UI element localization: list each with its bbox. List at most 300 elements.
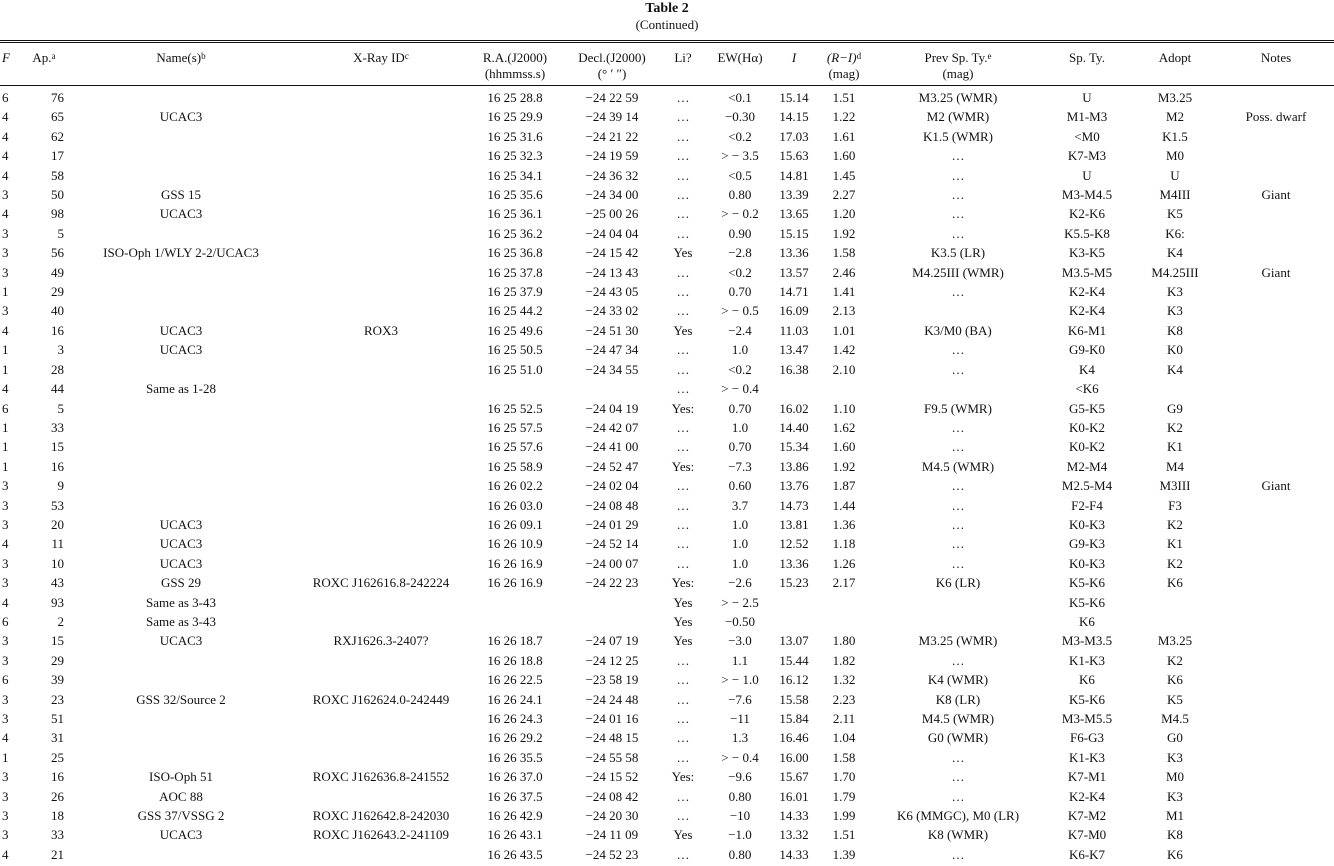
cell-aperture: 23 bbox=[51, 691, 64, 707]
cell-ra bbox=[466, 612, 564, 631]
cell-li: … bbox=[676, 749, 690, 765]
cell-dec: −24 00 07 bbox=[585, 555, 639, 571]
cell-sptype: K7-M2 bbox=[1067, 808, 1107, 824]
cell-field: 4 bbox=[2, 167, 9, 183]
cell-ra: 16 26 43.5 bbox=[487, 846, 543, 862]
table-row bbox=[0, 787, 1334, 806]
cell-xray-id bbox=[296, 515, 466, 534]
cell-dec: −24 39 14 bbox=[585, 109, 639, 125]
cell-r-i: 1.99 bbox=[832, 808, 856, 824]
cell-r-i: 1.36 bbox=[832, 516, 856, 532]
header-aperture: Ap.$^a$ bbox=[22, 42, 66, 67]
cell-aperture: 29 bbox=[51, 284, 64, 300]
cell-ew-halpha: −1.0 bbox=[728, 827, 752, 843]
cell-adopt: M3III bbox=[1159, 478, 1191, 494]
cell-sptype: K0-K3 bbox=[1068, 555, 1106, 571]
cell-r-i: 1.60 bbox=[832, 439, 856, 455]
cell-li: … bbox=[676, 264, 690, 280]
cell-adopt: M4III bbox=[1159, 187, 1191, 203]
cell-li: Yes bbox=[673, 594, 693, 610]
cell-names bbox=[66, 709, 296, 728]
header-notes: Notes bbox=[1218, 42, 1334, 67]
cell-ra: 16 26 16.9 bbox=[487, 575, 543, 591]
cell-field: 1 bbox=[2, 342, 9, 358]
cell-adopt: K4 bbox=[1167, 245, 1183, 261]
table-row bbox=[0, 457, 1334, 476]
cell-prev-sptype: … bbox=[951, 206, 965, 222]
cell-field: 3 bbox=[2, 575, 9, 591]
cell-li: Yes bbox=[673, 245, 693, 261]
cell-i-mag: 13.07 bbox=[779, 633, 809, 649]
cell-xray-id bbox=[296, 146, 466, 165]
cell-ra: 16 26 29.2 bbox=[487, 730, 543, 746]
table-row bbox=[0, 806, 1334, 825]
cell-ew-halpha: > − 3.5 bbox=[721, 148, 759, 164]
cell-ra: 16 25 37.9 bbox=[487, 284, 543, 300]
cell-dec: −24 15 42 bbox=[585, 245, 639, 261]
cell-field: 3 bbox=[2, 808, 9, 824]
cell-xray-id bbox=[296, 593, 466, 612]
cell-notes bbox=[1218, 767, 1334, 786]
cell-prev-sptype: … bbox=[951, 225, 965, 241]
cell-r-i: 1.82 bbox=[832, 652, 856, 668]
cell-li: … bbox=[676, 672, 690, 688]
cell-xray-id: ROXC J162624.0-242449 bbox=[312, 691, 450, 707]
header-sptype: Sp. Ty. bbox=[1042, 42, 1132, 67]
cell-notes bbox=[1218, 457, 1334, 476]
cell-dec: −24 36 32 bbox=[585, 167, 639, 183]
cell-names: ISO-Oph 1/WLY 2-2/UCAC3 bbox=[103, 245, 259, 261]
cell-dec: −24 24 48 bbox=[585, 691, 639, 707]
cell-aperture: 40 bbox=[51, 303, 64, 319]
cell-xray-id bbox=[296, 457, 466, 476]
cell-ew-halpha: 1.1 bbox=[731, 652, 749, 668]
table-row bbox=[0, 146, 1334, 165]
cell-ra: 16 25 36.8 bbox=[487, 245, 543, 261]
cell-aperture: 49 bbox=[51, 264, 64, 280]
cell-adopt: M0 bbox=[1165, 148, 1185, 164]
cell-ew-halpha: <0.5 bbox=[728, 167, 752, 183]
cell-i-mag: 13.81 bbox=[779, 516, 809, 532]
cell-names bbox=[66, 418, 296, 437]
cell-adopt: M4.5 bbox=[1161, 711, 1189, 726]
cell-field: 3 bbox=[2, 711, 9, 726]
cell-dec: −24 34 00 bbox=[585, 187, 639, 203]
cell-i-mag bbox=[774, 379, 814, 398]
cell-prev-sptype: K1.5 (WMR) bbox=[922, 128, 994, 144]
cell-dec: −24 47 34 bbox=[585, 342, 639, 358]
header-units-blank bbox=[66, 66, 296, 86]
cell-prev-sptype: … bbox=[951, 419, 965, 435]
cell-sptype: K4 bbox=[1079, 361, 1095, 377]
cell-sptype: U bbox=[1082, 90, 1092, 105]
header-prev-sptype: Prev Sp. Ty.$^e$ bbox=[874, 42, 1042, 67]
cell-field: 3 bbox=[2, 555, 9, 571]
header-i-mag: I bbox=[774, 42, 814, 67]
cell-xray-id bbox=[296, 185, 466, 204]
cell-aperture: 15 bbox=[51, 633, 64, 649]
cell-sptype: K5.5-K8 bbox=[1064, 225, 1110, 241]
cell-names: GSS 32/Source 2 bbox=[136, 691, 226, 707]
cell-aperture: 17 bbox=[51, 148, 64, 164]
cell-xray-id bbox=[296, 728, 466, 747]
cell-r-i: 1.79 bbox=[832, 788, 856, 804]
cell-prev-sptype: … bbox=[951, 439, 965, 455]
cell-r-i: 2.11 bbox=[832, 711, 856, 726]
cell-i-mag: 16.46 bbox=[779, 730, 809, 746]
cell-xray-id bbox=[296, 399, 466, 418]
cell-i-mag: 15.44 bbox=[779, 652, 809, 668]
cell-adopt: G9 bbox=[1167, 400, 1183, 416]
cell-field: 1 bbox=[2, 458, 9, 474]
cell-adopt: K4 bbox=[1167, 361, 1183, 377]
header-dec-units: (° ′ ″) bbox=[564, 66, 660, 86]
cell-field: 4 bbox=[2, 381, 9, 397]
cell-adopt: K1 bbox=[1167, 536, 1183, 552]
cell-i-mag: 17.03 bbox=[779, 128, 809, 144]
cell-sptype: M3-M5.5 bbox=[1061, 711, 1113, 726]
cell-adopt: K1 bbox=[1167, 439, 1183, 455]
cell-r-i: 1.39 bbox=[832, 846, 856, 862]
cell-ew-halpha: > − 0.5 bbox=[721, 303, 759, 319]
cell-ew-halpha: −0.50 bbox=[724, 613, 756, 629]
cell-ra: 16 25 49.6 bbox=[487, 322, 543, 338]
cell-names: GSS 15 bbox=[160, 187, 202, 203]
cell-names bbox=[66, 670, 296, 689]
cell-aperture: 65 bbox=[51, 109, 64, 125]
cell-notes bbox=[1218, 534, 1334, 553]
table-row bbox=[0, 845, 1334, 864]
cell-ra: 16 26 43.1 bbox=[487, 827, 543, 843]
cell-notes bbox=[1218, 340, 1334, 359]
cell-ew-halpha: > − 0.4 bbox=[721, 749, 759, 765]
table-row bbox=[0, 321, 1334, 340]
cell-names: UCAC3 bbox=[159, 109, 203, 125]
cell-dec: −24 08 42 bbox=[585, 788, 639, 804]
cell-adopt: F3 bbox=[1168, 497, 1182, 513]
cell-notes bbox=[1218, 845, 1334, 864]
header-units-blank bbox=[774, 66, 814, 86]
cell-dec: −24 55 58 bbox=[585, 749, 639, 765]
cell-aperture: 16 bbox=[51, 769, 64, 785]
table-row bbox=[0, 379, 1334, 398]
cell-xray-id bbox=[296, 437, 466, 456]
header-names: $Name(s)^b$ bbox=[66, 42, 296, 67]
header-units-blank bbox=[296, 66, 466, 86]
cell-ew-halpha: −3.0 bbox=[728, 633, 752, 649]
table-row bbox=[0, 224, 1334, 243]
cell-dec: −24 15 52 bbox=[585, 769, 639, 785]
cell-i-mag: 15.34 bbox=[779, 439, 809, 455]
cell-i-mag: 16.01 bbox=[779, 788, 809, 804]
cell-li: Yes: bbox=[671, 400, 695, 416]
cell-ew-halpha: 0.60 bbox=[728, 478, 752, 494]
table-row bbox=[0, 690, 1334, 709]
cell-ew-halpha: 0.80 bbox=[728, 788, 752, 804]
cell-names bbox=[66, 399, 296, 418]
cell-adopt: M4 bbox=[1165, 458, 1185, 474]
cell-adopt bbox=[1132, 379, 1218, 398]
cell-prev-sptype: … bbox=[951, 361, 965, 377]
cell-adopt: M4.25III bbox=[1151, 264, 1199, 280]
cell-r-i: 1.42 bbox=[832, 342, 856, 358]
cell-adopt: K2 bbox=[1167, 555, 1183, 571]
cell-aperture: 44 bbox=[51, 381, 64, 397]
cell-ra: 16 26 24.1 bbox=[487, 691, 543, 707]
table-row bbox=[0, 593, 1334, 612]
header-units-blank bbox=[1042, 66, 1132, 86]
cell-sptype: K7-M0 bbox=[1067, 827, 1107, 843]
header-units-blank bbox=[0, 66, 22, 86]
cell-ra bbox=[466, 593, 564, 612]
cell-ew-halpha: −11 bbox=[730, 711, 750, 726]
cell-prev-sptype: … bbox=[951, 652, 965, 668]
cell-r-i: 1.01 bbox=[832, 322, 856, 338]
cell-dec: −24 19 59 bbox=[585, 148, 639, 164]
cell-sptype: <K6 bbox=[1075, 381, 1099, 397]
cell-aperture: 21 bbox=[51, 846, 64, 862]
cell-ew-halpha: 1.0 bbox=[731, 536, 749, 552]
cell-prev-sptype bbox=[874, 301, 1042, 320]
cell-notes bbox=[1218, 301, 1334, 320]
data-table bbox=[0, 40, 1334, 864]
cell-r-i: 2.46 bbox=[832, 264, 856, 280]
cell-ra: 16 26 37.5 bbox=[487, 788, 543, 804]
cell-sptype: K6-K7 bbox=[1068, 846, 1106, 862]
header-r-i-units: (mag) bbox=[814, 66, 874, 86]
cell-i-mag: 16.38 bbox=[779, 361, 809, 377]
cell-names bbox=[66, 457, 296, 476]
cell-ew-halpha: > − 1.0 bbox=[721, 672, 759, 688]
cell-aperture: 18 bbox=[51, 808, 64, 824]
cell-ew-halpha: <0.2 bbox=[728, 128, 752, 144]
cell-field: 1 bbox=[2, 439, 9, 455]
cell-field: 4 bbox=[2, 109, 9, 125]
cell-ew-halpha: 0.70 bbox=[728, 400, 752, 416]
cell-dec bbox=[564, 612, 660, 631]
cell-i-mag: 13.47 bbox=[779, 342, 809, 358]
cell-ra: 16 25 57.5 bbox=[487, 419, 543, 435]
cell-li: … bbox=[676, 711, 690, 726]
header-field: F bbox=[0, 42, 22, 67]
cell-dec: −24 12 25 bbox=[585, 652, 639, 668]
cell-i-mag: 13.36 bbox=[779, 555, 809, 571]
cell-li: … bbox=[676, 187, 690, 203]
cell-notes: Poss. dwarf bbox=[1245, 109, 1307, 125]
cell-xray-id: ROX3 bbox=[364, 322, 398, 338]
cell-notes bbox=[1218, 748, 1334, 767]
cell-ra: 16 25 28.8 bbox=[487, 90, 543, 105]
cell-prev-sptype: … bbox=[951, 187, 965, 203]
cell-prev-sptype: K6 (MMGC), M0 (LR) bbox=[896, 808, 1020, 824]
cell-dec: −24 51 30 bbox=[585, 322, 639, 338]
cell-names bbox=[66, 224, 296, 243]
cell-prev-sptype bbox=[874, 593, 1042, 612]
cell-r-i: 2.13 bbox=[832, 303, 856, 319]
cell-notes bbox=[1218, 728, 1334, 747]
cell-i-mag: 15.14 bbox=[779, 90, 809, 105]
cell-xray-id bbox=[296, 86, 466, 108]
cell-xray-id bbox=[296, 127, 466, 146]
cell-notes bbox=[1218, 437, 1334, 456]
cell-notes bbox=[1218, 204, 1334, 223]
cell-sptype: M1-M3 bbox=[1066, 109, 1108, 125]
cell-li: Yes bbox=[673, 322, 693, 338]
cell-field: 6 bbox=[2, 400, 9, 416]
cell-dec: −24 52 23 bbox=[585, 846, 639, 862]
cell-ra: 16 26 18.8 bbox=[487, 652, 543, 668]
cell-dec bbox=[564, 593, 660, 612]
cell-prev-sptype: K8 (WMR) bbox=[927, 827, 989, 843]
cell-xray-id bbox=[296, 709, 466, 728]
table-row bbox=[0, 612, 1334, 631]
cell-prev-sptype: … bbox=[951, 284, 965, 300]
cell-ra: 16 26 35.5 bbox=[487, 749, 543, 765]
cell-aperture: 98 bbox=[51, 206, 64, 222]
cell-ew-halpha: 1.0 bbox=[731, 342, 749, 358]
table-row bbox=[0, 399, 1334, 418]
cell-prev-sptype: … bbox=[951, 555, 965, 571]
cell-li: Yes: bbox=[671, 458, 695, 474]
cell-r-i: 1.45 bbox=[832, 167, 856, 183]
cell-i-mag: 13.36 bbox=[779, 245, 809, 261]
cell-dec: −24 52 14 bbox=[585, 536, 639, 552]
cell-prev-sptype: … bbox=[951, 342, 965, 358]
cell-i-mag: 12.52 bbox=[779, 536, 809, 552]
cell-ew-halpha: −2.4 bbox=[728, 322, 752, 338]
cell-ra: 16 26 09.1 bbox=[487, 516, 543, 532]
cell-adopt: K6 bbox=[1167, 846, 1183, 862]
cell-adopt: K3 bbox=[1167, 303, 1183, 319]
cell-ra: 16 25 52.5 bbox=[487, 400, 543, 416]
cell-aperture: 9 bbox=[57, 478, 64, 494]
cell-prev-sptype: M4.25III (WMR) bbox=[912, 264, 1004, 280]
cell-i-mag: 15.23 bbox=[779, 575, 809, 591]
cell-names bbox=[66, 263, 296, 282]
cell-li: … bbox=[676, 206, 690, 222]
cell-sptype: K7-M3 bbox=[1067, 148, 1107, 164]
cell-i-mag: 13.57 bbox=[779, 264, 809, 280]
cell-li: … bbox=[676, 342, 690, 358]
cell-field: 4 bbox=[2, 206, 9, 222]
cell-xray-id: ROXC J162636.8-241552 bbox=[312, 769, 450, 785]
cell-ra: 16 25 57.6 bbox=[487, 439, 543, 455]
table-row bbox=[0, 166, 1334, 185]
cell-ra: 16 26 37.0 bbox=[487, 769, 543, 785]
cell-aperture: 29 bbox=[51, 652, 64, 668]
cell-field: 3 bbox=[2, 497, 9, 513]
cell-field: 3 bbox=[2, 827, 9, 843]
cell-aperture: 25 bbox=[51, 749, 64, 765]
header-units-blank bbox=[1218, 66, 1334, 86]
cell-r-i: 2.17 bbox=[832, 575, 856, 591]
cell-ew-halpha: −7.6 bbox=[728, 691, 752, 707]
cell-ew-halpha: 0.90 bbox=[728, 225, 752, 241]
table-row bbox=[0, 418, 1334, 437]
cell-dec: −24 21 22 bbox=[585, 128, 639, 144]
cell-aperture: 26 bbox=[51, 788, 64, 804]
cell-ra: 16 25 32.3 bbox=[487, 148, 543, 164]
cell-prev-sptype: M3.25 (WMR) bbox=[918, 90, 998, 105]
cell-field: 3 bbox=[2, 633, 9, 649]
cell-field: 3 bbox=[2, 478, 9, 494]
cell-adopt: M1 bbox=[1165, 808, 1185, 824]
cell-ra: 16 26 24.3 bbox=[487, 711, 543, 726]
cell-dec: −23 58 19 bbox=[585, 672, 639, 688]
cell-li: … bbox=[676, 167, 690, 183]
cell-names bbox=[66, 127, 296, 146]
header-units-blank bbox=[22, 66, 66, 86]
cell-dec: −24 42 07 bbox=[585, 419, 639, 435]
cell-aperture: 39 bbox=[51, 672, 64, 688]
cell-field: 4 bbox=[2, 148, 9, 164]
cell-notes bbox=[1218, 709, 1334, 728]
cell-adopt: K0 bbox=[1167, 342, 1183, 358]
cell-li: … bbox=[676, 536, 690, 552]
cell-ew-halpha: −0.30 bbox=[724, 109, 756, 125]
cell-names bbox=[66, 476, 296, 495]
cell-notes bbox=[1218, 631, 1334, 650]
cell-i-mag: 14.81 bbox=[779, 167, 809, 183]
table-row bbox=[0, 301, 1334, 320]
table-row bbox=[0, 496, 1334, 515]
cell-names bbox=[66, 748, 296, 767]
cell-ra bbox=[466, 379, 564, 398]
table-title: Table 2 bbox=[645, 1, 689, 16]
cell-dec bbox=[564, 379, 660, 398]
cell-li: … bbox=[676, 808, 690, 824]
cell-field: 1 bbox=[2, 419, 9, 435]
cell-ra: 16 26 02.2 bbox=[487, 478, 543, 494]
cell-sptype: K1-K3 bbox=[1068, 749, 1106, 765]
cell-field: 4 bbox=[2, 594, 9, 610]
table-row bbox=[0, 651, 1334, 670]
cell-field: 3 bbox=[2, 769, 9, 785]
cell-aperture: 62 bbox=[51, 128, 64, 144]
cell-notes bbox=[1218, 612, 1334, 631]
cell-names: UCAC3 bbox=[159, 342, 203, 358]
cell-r-i: 1.70 bbox=[832, 769, 856, 785]
cell-field: 3 bbox=[2, 516, 9, 532]
table-row bbox=[0, 767, 1334, 786]
cell-aperture: 2 bbox=[57, 613, 64, 629]
cell-xray-id bbox=[296, 748, 466, 767]
cell-field: 4 bbox=[2, 322, 9, 338]
cell-sptype: F2-F4 bbox=[1071, 497, 1103, 513]
cell-notes bbox=[1218, 554, 1334, 573]
cell-adopt: M0 bbox=[1165, 769, 1185, 785]
table-row bbox=[0, 554, 1334, 573]
cell-i-mag: 16.00 bbox=[779, 749, 809, 765]
cell-names bbox=[66, 86, 296, 108]
cell-notes bbox=[1218, 166, 1334, 185]
cell-aperture: 31 bbox=[51, 730, 64, 746]
cell-notes bbox=[1218, 651, 1334, 670]
cell-xray-id bbox=[296, 651, 466, 670]
cell-i-mag: 14.33 bbox=[779, 846, 809, 862]
cell-ew-halpha: −9.6 bbox=[728, 769, 752, 785]
cell-notes bbox=[1218, 321, 1334, 340]
cell-sptype: K6-M1 bbox=[1067, 322, 1107, 338]
cell-sptype: K3-K5 bbox=[1068, 245, 1106, 261]
cell-i-mag: 13.39 bbox=[779, 187, 809, 203]
table-row bbox=[0, 534, 1334, 553]
cell-sptype: K0-K2 bbox=[1068, 419, 1106, 435]
header-dec: Decl.(J2000) bbox=[564, 42, 660, 67]
cell-xray-id bbox=[296, 340, 466, 359]
cell-dec: −24 20 30 bbox=[585, 808, 639, 824]
cell-sptype: M2.5-M4 bbox=[1061, 478, 1113, 494]
